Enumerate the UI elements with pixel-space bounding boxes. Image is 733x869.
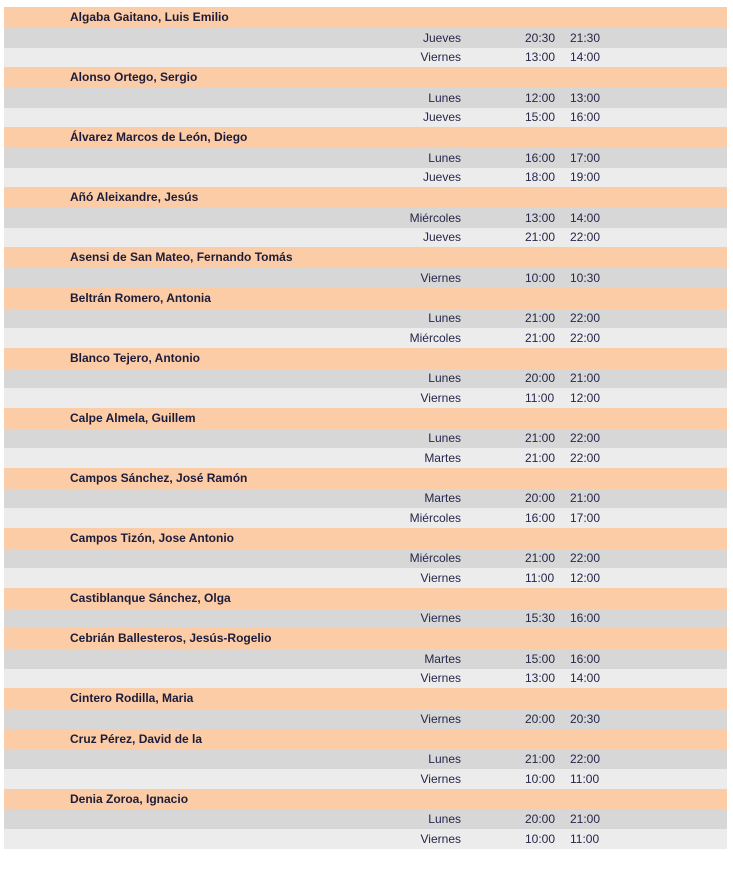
schedule-slot-row: [4, 669, 727, 689]
slot-start-time: 20:00: [525, 491, 556, 505]
slot-end-time: 11:00: [570, 771, 600, 786]
slot-day: Jueves: [422, 30, 461, 45]
slot-day: Viernes: [420, 570, 461, 585]
schedule-slot-row: [4, 208, 727, 228]
person-name: Cruz Pérez, David de la: [70, 731, 203, 746]
person-name: Cintero Rodilla, Maria: [70, 691, 194, 705]
person-name: Alonso Ortego, Sergio: [70, 70, 198, 84]
slot-day: Lunes: [428, 90, 461, 105]
person-header-row: [4, 468, 727, 489]
slot-end-time: 22:00: [570, 311, 601, 325]
slot-end-time: 20:30: [570, 711, 601, 726]
slot-day: Martes: [424, 450, 461, 465]
slot-end-time: 11:00: [570, 831, 600, 846]
person-name: Calpe Almela, Guillem: [70, 410, 196, 425]
slot-day: Miércoles: [409, 510, 461, 525]
slot-day: Viernes: [420, 831, 461, 846]
slot-day: Jueves: [422, 230, 461, 244]
slot-end-time: 21:00: [570, 371, 601, 385]
slot-start-time: 20:00: [525, 371, 556, 385]
slot-end-time: 17:00: [570, 150, 601, 165]
schedule-slot-row: [4, 448, 727, 468]
slot-start-time: 20:00: [525, 711, 556, 726]
schedule-slot-row: [4, 829, 727, 849]
person-name: Cebrián Ballesteros, Jesús-Rogelio: [70, 631, 272, 645]
slot-start-time: 18:00: [525, 170, 556, 184]
slot-start-time: 21:00: [525, 450, 556, 465]
slot-day: Viernes: [420, 671, 461, 685]
slot-start-time: 21:00: [525, 551, 556, 565]
slot-day: Lunes: [428, 150, 461, 165]
slot-end-time: 13:00: [570, 90, 601, 105]
person-name: Blanco Tejero, Antonio: [70, 350, 201, 365]
schedule-slot-row: [4, 28, 727, 48]
slot-day: Martes: [424, 651, 461, 666]
slot-start-time: 10:00: [525, 771, 556, 786]
person-name: Algaba Gaitano, Luis Emilio: [70, 10, 229, 24]
schedule-table: [4, 7, 727, 849]
slot-start-time: 21:00: [525, 230, 556, 244]
slot-end-time: 21:30: [570, 30, 601, 45]
slot-day: Jueves: [422, 110, 461, 124]
person-name: Campos Tizón, Jose Antonio: [70, 530, 235, 545]
slot-start-time: 11:00: [525, 570, 555, 585]
schedule-slot-row: [4, 328, 727, 348]
slot-end-time: 19:00: [570, 170, 601, 184]
slot-end-time: 21:00: [570, 812, 601, 826]
person-header-row: [4, 588, 727, 609]
slot-day: Viernes: [420, 390, 461, 405]
schedule-slot-row: [4, 168, 727, 188]
person-name: Asensi de San Mateo, Fernando Tomás: [70, 250, 293, 264]
slot-end-time: 12:00: [570, 390, 601, 405]
slot-end-time: 14:00: [570, 210, 601, 225]
person-header-row: [4, 789, 727, 810]
person-name: Añó Aleixandre, Jesús: [70, 190, 199, 204]
slot-day: Miércoles: [409, 210, 461, 225]
slot-day: Lunes: [428, 371, 461, 385]
slot-start-time: 13:00: [525, 50, 556, 64]
person-header-row: [4, 7, 727, 28]
slot-end-time: 14:00: [570, 50, 601, 64]
schedule-slot-row: [4, 88, 727, 108]
person-name: Beltrán Romero, Antonia: [70, 290, 211, 305]
person-name: Denia Zoroa, Ignacio: [70, 791, 189, 806]
slot-day: Viernes: [420, 771, 461, 786]
person-name: Castiblanque Sánchez, Olga: [70, 590, 231, 605]
schedule-slot-row: [4, 508, 727, 528]
person-header-row: [4, 67, 727, 88]
schedule-slot-row: [4, 48, 727, 68]
schedule-slot-row: [4, 810, 727, 830]
slot-start-time: 15:00: [525, 651, 556, 666]
schedule-slot-row: [4, 489, 727, 509]
person-header-row: [4, 688, 727, 709]
slot-start-time: 20:00: [525, 812, 556, 826]
schedule-slot-row: [4, 568, 727, 588]
slot-end-time: 10:30: [570, 270, 601, 285]
slot-end-time: 16:00: [570, 651, 601, 666]
slot-day: Lunes: [428, 431, 461, 445]
slot-day: Miércoles: [409, 330, 461, 345]
slot-start-time: 16:00: [525, 510, 556, 525]
slot-start-time: 13:00: [525, 671, 556, 685]
slot-start-time: 15:30: [525, 611, 556, 625]
slot-start-time: 21:00: [525, 431, 556, 445]
slot-start-time: 21:00: [525, 330, 556, 345]
person-header-row: [4, 187, 727, 208]
person-header-row: [4, 528, 727, 549]
slot-end-time: 22:00: [570, 330, 601, 345]
slot-day: Jueves: [422, 170, 461, 184]
slot-day: Miércoles: [409, 551, 461, 565]
slot-day: Viernes: [420, 711, 461, 726]
slot-end-time: 22:00: [570, 230, 601, 244]
slot-end-time: 22:00: [570, 450, 601, 465]
slot-end-time: 21:00: [570, 491, 601, 505]
slot-start-time: 10:00: [525, 270, 556, 285]
schedule-slot-row: [4, 750, 727, 770]
slot-start-time: 16:00: [525, 150, 556, 165]
person-header-row: [4, 288, 727, 309]
schedule-slot-row: [4, 709, 727, 729]
slot-day: Lunes: [428, 311, 461, 325]
slot-end-time: 17:00: [570, 510, 601, 525]
person-header-row: [4, 628, 727, 649]
person-header-row: [4, 729, 727, 750]
slot-end-time: 22:00: [570, 551, 601, 565]
slot-start-time: 11:00: [525, 390, 555, 405]
slot-start-time: 12:00: [525, 90, 556, 105]
slot-day: Viernes: [420, 270, 461, 285]
slot-day: Viernes: [420, 50, 461, 64]
slot-day: Lunes: [428, 752, 461, 766]
slot-day: Lunes: [428, 812, 461, 826]
slot-end-time: 16:00: [570, 110, 601, 124]
schedule-slot-row: [4, 369, 727, 389]
slot-end-time: 12:00: [570, 570, 601, 585]
person-header-row: [4, 127, 727, 148]
slot-start-time: 15:00: [525, 110, 556, 124]
slot-day: Martes: [424, 491, 461, 505]
slot-day: Viernes: [420, 611, 461, 625]
schedule-slot-row: [4, 388, 727, 408]
person-header-row: [4, 247, 727, 268]
slot-end-time: 14:00: [570, 671, 601, 685]
schedule-slot-row: [4, 769, 727, 789]
slot-start-time: 13:00: [525, 210, 556, 225]
schedule-slot-row: [4, 549, 727, 569]
schedule-slot-row: [4, 609, 727, 629]
schedule-slot-row: [4, 228, 727, 248]
person-name: Álvarez Marcos de León, Diego: [70, 130, 248, 144]
slot-end-time: 22:00: [570, 431, 601, 445]
schedule-slot-row: [4, 148, 727, 168]
slot-start-time: 20:30: [525, 30, 556, 45]
person-header-row: [4, 348, 727, 369]
slot-end-time: 22:00: [570, 752, 601, 766]
schedule-slot-row: [4, 268, 727, 288]
slot-start-time: 21:00: [525, 311, 556, 325]
schedule-slot-row: [4, 108, 727, 128]
slot-end-time: 16:00: [570, 611, 601, 625]
schedule-slot-row: [4, 429, 727, 449]
schedule-slot-row: [4, 309, 727, 329]
schedule-slot-row: [4, 649, 727, 669]
person-name: Campos Sánchez, José Ramón: [70, 470, 248, 485]
person-header-row: [4, 408, 727, 429]
slot-start-time: 10:00: [525, 831, 556, 846]
slot-start-time: 21:00: [525, 752, 556, 766]
